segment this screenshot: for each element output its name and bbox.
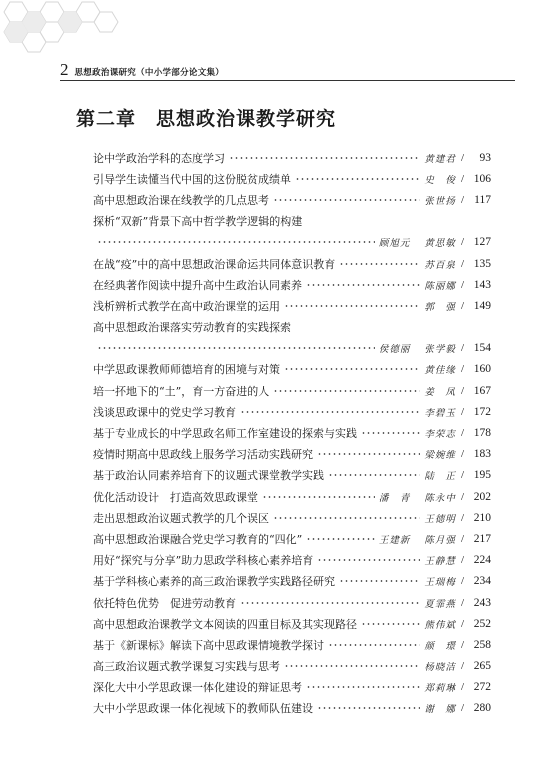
separator-slash: / (460, 363, 464, 376)
entry-author: 顾旭元 (378, 238, 411, 250)
entry-title: 高中思想政治课融合党史学习教育的“四化” (93, 532, 303, 546)
entry-page: 93 (479, 151, 491, 164)
entry-author: 郑莉琳 (424, 683, 456, 695)
entry-page: 178 (473, 427, 491, 440)
leader-dots (317, 453, 420, 455)
leader-dots (262, 496, 375, 498)
entry-title: 浅析辨析式教学在高中政治课堂的运用 (93, 299, 280, 313)
entry-page: 265 (473, 660, 491, 673)
separator-slash: / (460, 681, 464, 694)
separator-slash: / (460, 660, 464, 673)
entry-author: 熊伟斌 (424, 619, 456, 631)
leader-dots (229, 157, 420, 159)
leader-dots (284, 368, 420, 370)
running-header (60, 60, 224, 80)
leader-dots (284, 305, 420, 307)
entry-author: 黄思敏 (424, 238, 456, 250)
entry-title: 在经典著作阅读中提升高中生政治认同素养 (93, 278, 302, 292)
entry-author: 张学毅 (424, 344, 456, 356)
entry-title: 基于《新课标》解读下高中思政课情境教学探讨 (93, 638, 324, 652)
entry-author: 谢 娜 (424, 704, 456, 716)
entry-page: 135 (473, 257, 491, 270)
separator-slash: / (460, 405, 464, 418)
entry-title: 基于专业成长的中学思政名师工作室建设的探索与实践 (93, 427, 357, 441)
entry-page: 154 (473, 342, 491, 355)
entry-page: 195 (473, 469, 491, 482)
entry-title: 用好“探究与分享”助力思政学科核心素养培育 (93, 554, 314, 568)
toc-entry (93, 571, 491, 592)
leader-dots (317, 559, 420, 561)
separator-slash: / (460, 702, 464, 715)
toc-entry (93, 634, 491, 655)
entry-title: 论中学政治学科的态度学习 (93, 151, 225, 165)
leader-dots (273, 517, 420, 519)
entry-author: 王建新 (378, 534, 411, 546)
entry-title: 探析“双新”背景下高中哲学教学逻辑的构建 (93, 215, 303, 229)
toc-entry (93, 232, 491, 253)
leader-dots (361, 432, 420, 434)
entry-title: 高中思想政治课在线教学的几点思考 (93, 193, 269, 207)
leader-dots (306, 686, 420, 688)
page-number: 2 (60, 60, 69, 79)
entry-page: 127 (473, 236, 491, 249)
toc-entry (93, 698, 491, 719)
entry-author: 梁婉维 (424, 450, 456, 462)
separator-slash: / (460, 469, 464, 482)
toc-entry (93, 401, 491, 422)
separator-slash: / (460, 384, 464, 397)
entry-author: 王静慧 (424, 556, 456, 568)
toc-entry (93, 253, 491, 274)
toc-entry (93, 550, 491, 571)
entry-author: 陈月强 (424, 534, 456, 546)
entry-title: 大中小学思政课一体化视域下的教师队伍建设 (93, 702, 313, 716)
entry-author: 陆 正 (424, 471, 456, 483)
entry-title: 中学思政课教师师德培育的困境与对策 (93, 363, 280, 377)
entry-page: 252 (473, 617, 491, 630)
entry-page: 280 (473, 702, 491, 715)
separator-slash: / (460, 554, 464, 567)
entry-author: 杨晓洁 (424, 662, 456, 674)
entry-title: 在战“疫”中的高中思想政治课命运共同体意识教育 (93, 257, 336, 271)
entry-page: 224 (473, 554, 491, 567)
toc-entry (93, 656, 491, 677)
entry-title: 高中思想政治课教学文本阅读的四重目标及其实现路径 (93, 617, 357, 631)
separator-slash: / (460, 299, 464, 312)
separator-slash: / (460, 532, 464, 545)
entry-page: 183 (473, 448, 491, 461)
toc-entry-title-line (93, 211, 491, 232)
separator-slash: / (460, 342, 464, 355)
leader-dots (240, 411, 420, 413)
separator-slash: / (460, 193, 464, 206)
toc-entry (93, 528, 491, 549)
leader-dots (240, 602, 420, 604)
toc-entry (93, 338, 491, 359)
leader-dots (361, 623, 420, 625)
toc-entry (93, 486, 491, 507)
entry-title: 浅谈思政课中的党史学习教育 (93, 405, 236, 419)
entry-author: 黄佳缘 (424, 365, 456, 377)
separator-slash: / (460, 617, 464, 630)
entry-page: 117 (474, 193, 491, 206)
entry-author: 颜 璟 (424, 640, 456, 652)
entry-title: 疫情时期高中思政线上服务学习活动实践研究 (93, 448, 313, 462)
entry-page: 210 (473, 511, 491, 524)
toc-entry (93, 613, 491, 634)
separator-slash: / (460, 490, 464, 503)
leader-dots (97, 347, 375, 349)
header-rule (60, 80, 515, 81)
entry-page: 149 (473, 299, 491, 312)
entry-author: 李荣志 (424, 429, 456, 441)
toc-entry (93, 444, 491, 465)
entry-page: 217 (473, 532, 491, 545)
entry-author: 王德明 (424, 513, 456, 525)
separator-slash: / (460, 638, 464, 651)
toc-entry (93, 274, 491, 295)
entry-author: 李碧玉 (424, 407, 456, 419)
entry-title: 引导学生读懂当代中国的这份脱贫成绩单 (93, 172, 291, 186)
table-of-contents (93, 147, 491, 719)
toc-entry (93, 359, 491, 380)
separator-slash: / (460, 172, 464, 185)
hexagon-pattern-decoration (0, 0, 140, 60)
entry-title: 深化大中小学思政课一体化建设的辩证思考 (93, 681, 302, 695)
entry-author: 王瑞梅 (424, 577, 456, 589)
toc-entry (93, 168, 491, 189)
toc-entry (93, 507, 491, 528)
entry-author: 陈永中 (424, 492, 456, 504)
entry-author: 郭 强 (424, 301, 456, 313)
entry-title: 高三政治议题式教学课复习实践与思考 (93, 660, 280, 674)
entry-page: 272 (473, 681, 491, 694)
leader-dots (284, 665, 420, 667)
leader-dots (97, 241, 375, 243)
entry-author: 潘 青 (378, 492, 411, 504)
toc-entry (93, 189, 491, 210)
entry-title: 依托特色优势 促进劳动教育 (93, 596, 236, 610)
separator-slash: / (460, 511, 464, 524)
entry-title: 优化活动设计 打造高效思政课堂 (93, 490, 258, 504)
separator-slash: / (460, 448, 464, 461)
separator-slash: / (460, 427, 464, 440)
entry-page: 106 (473, 172, 491, 185)
chapter-title: 第二章 思想政治课教学研究 (76, 108, 337, 130)
separator-slash: / (460, 151, 464, 164)
toc-entry-title-line (93, 317, 491, 338)
entry-page: 160 (473, 363, 491, 376)
toc-entry (93, 147, 491, 168)
entry-page: 234 (473, 575, 491, 588)
entry-author: 姜 凤 (424, 386, 456, 398)
leader-dots (306, 284, 420, 286)
entry-page: 172 (473, 405, 491, 418)
separator-slash: / (460, 236, 464, 249)
toc-entry (93, 465, 491, 486)
entry-author: 黄建君 (424, 153, 456, 165)
separator-slash: / (460, 575, 464, 588)
entry-page: 243 (473, 596, 491, 609)
leader-dots (295, 178, 420, 180)
separator-slash: / (460, 257, 464, 270)
leader-dots (317, 707, 420, 709)
leader-dots (306, 538, 375, 540)
entry-author: 史 俊 (424, 174, 456, 186)
entry-author: 夏霏燕 (424, 598, 456, 610)
leader-dots (273, 199, 420, 201)
toc-entry (93, 592, 491, 613)
toc-entry (93, 380, 491, 401)
entry-author: 陈丽娜 (424, 280, 456, 292)
leader-dots (339, 263, 420, 265)
entry-page: 202 (473, 490, 491, 503)
separator-slash: / (460, 278, 464, 291)
entry-author: 侯德丽 (378, 344, 411, 356)
leader-dots (328, 474, 420, 476)
book-title: 思想政治课研究（中小学部分论文集） (74, 68, 225, 78)
entry-page: 258 (473, 638, 491, 651)
leader-dots (339, 580, 420, 582)
entry-title: 基于政治认同素养培育下的议题式课堂教学实践 (93, 469, 324, 483)
leader-dots (328, 644, 420, 646)
entry-page: 143 (473, 278, 491, 291)
entry-author: 苏百泉 (424, 259, 456, 271)
entry-title: 基于学科核心素养的高三政治课教学实践路径研究 (93, 575, 335, 589)
entry-title: 高中思想政治课落实劳动教育的实践探索 (93, 321, 291, 335)
leader-dots (273, 390, 420, 392)
entry-title: 培一抔地下的“土”，育一方奋进的人 (93, 384, 270, 398)
entry-title: 走出思想政治议题式教学的几个误区 (93, 511, 269, 525)
toc-entry (93, 677, 491, 698)
entry-author: 张世扬 (424, 195, 456, 207)
toc-entry (93, 422, 491, 443)
separator-slash: / (460, 596, 464, 609)
toc-entry (93, 295, 491, 316)
entry-page: 167 (473, 384, 491, 397)
